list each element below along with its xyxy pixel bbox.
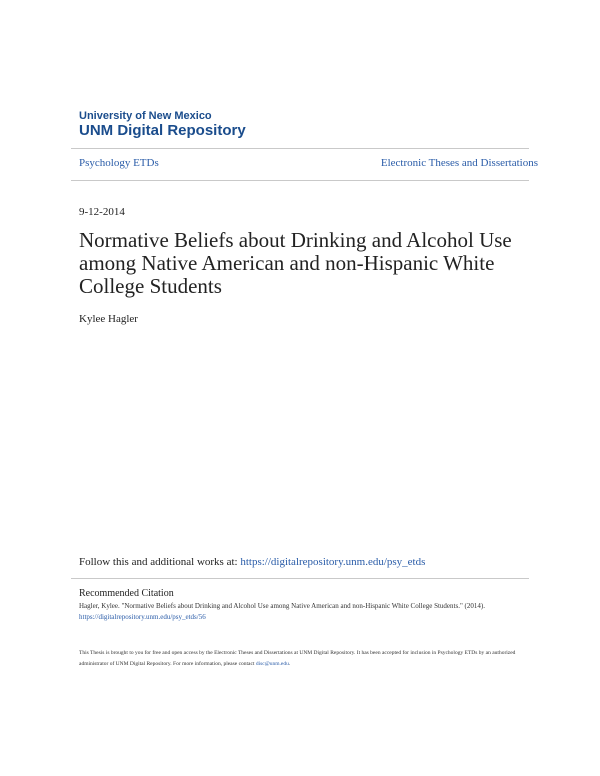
follow-label: Follow this and additional works at:	[79, 556, 241, 568]
access-notice	[79, 648, 529, 670]
recommended-citation-text	[79, 601, 519, 623]
publication-date: 9-12-2014	[79, 206, 125, 218]
collection-link-electronic-theses[interactable]: Electronic Theses and Dissertations	[380, 157, 538, 169]
divider-bottom	[71, 578, 529, 579]
document-title: Normative Beliefs about Drinking and Alcohol Use among Native American and non-Hispanic White College Students	[79, 228, 512, 298]
citation-body: Hagler, Kylee. "Normative Beliefs about Drinking and Alcohol Use among Native American and non-Hispanic White College Students." (2014).	[79, 602, 485, 610]
repository-name[interactable]: UNM Digital Repository	[79, 122, 246, 139]
notice-end: .	[288, 661, 291, 667]
notice-body: This Thesis is brought to you for free and open access by the Electronic Theses and Dissertations at UNM Digital Repository. It has been accepted for inclusion in Psychology ETDs by an authorized administrator of UNM Digital Repository. For more information, please contact	[79, 650, 516, 667]
university-name[interactable]: University of New Mexico	[79, 110, 212, 122]
citation-link[interactable]: https://digitalrepository.unm.edu/psy_etds/56	[79, 613, 206, 621]
document-author: Kylee Hagler	[79, 313, 138, 325]
contact-email-link[interactable]: disc@unm.edu	[255, 661, 289, 667]
follow-link[interactable]: https://digitalrepository.unm.edu/psy_etds	[240, 556, 426, 568]
divider-middle	[71, 180, 529, 181]
recommended-citation-heading: Recommended Citation	[79, 588, 174, 599]
follow-works-line	[79, 556, 425, 568]
collection-link-psychology-etds[interactable]: Psychology ETDs	[79, 157, 159, 169]
divider-top	[71, 148, 529, 149]
